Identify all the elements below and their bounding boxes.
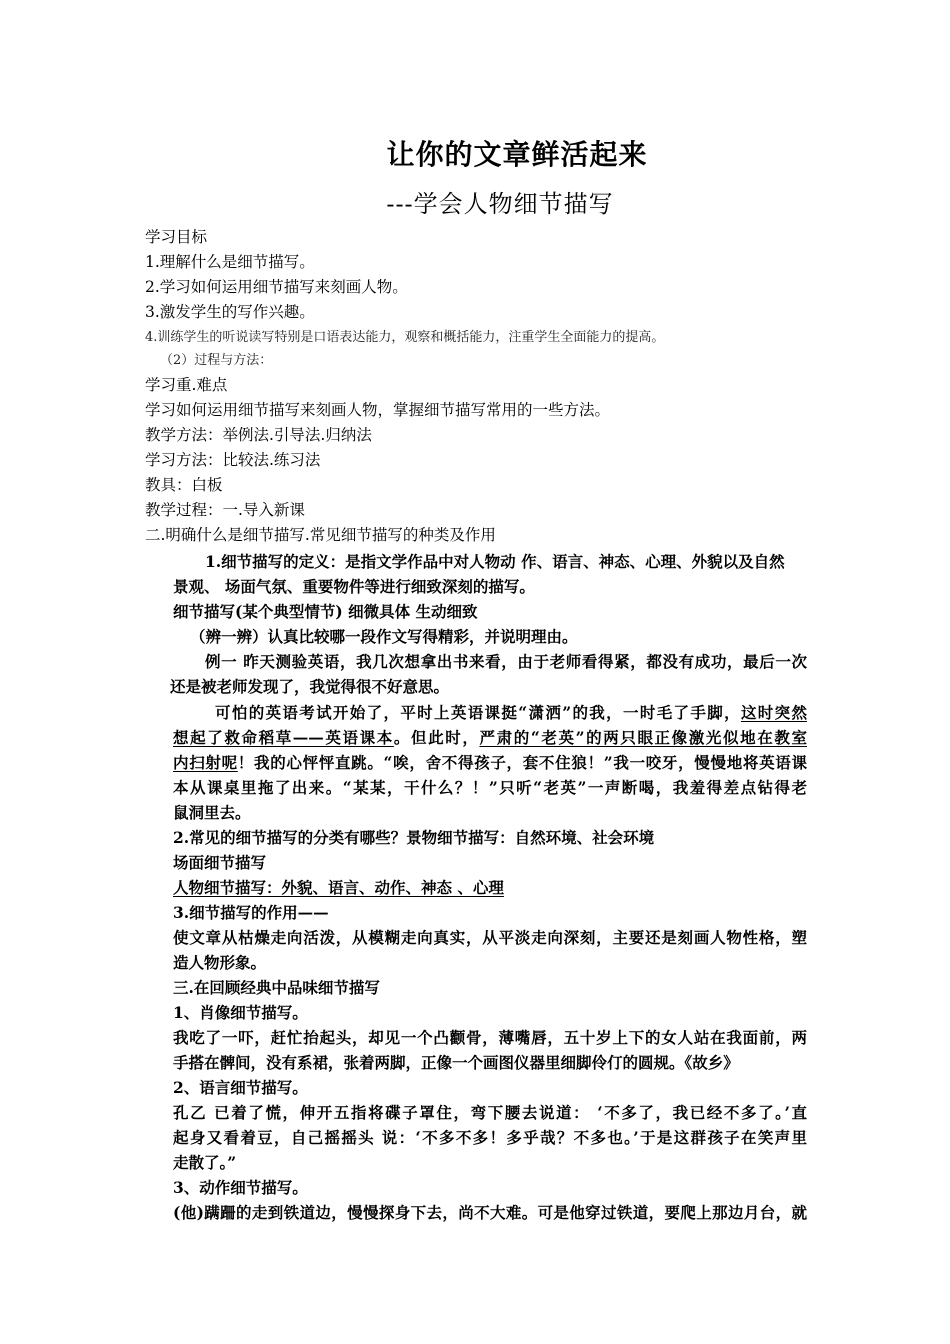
- key-points-heading: 学习重.难点: [145, 376, 228, 394]
- objective-item: 4.训练学生的听说读写特别是口语表达能力，观察和概括能力，注重学生全面能力的提高。: [145, 330, 665, 345]
- section-2-heading: 二.明确什么是细节描写.常见细节描写的种类及作用: [145, 526, 496, 544]
- document-title: 让你的文章鲜活起来: [386, 138, 648, 171]
- example-1-line: 例一 昨天测验英语，我几次想拿出书来看，由于老师看得紧，都没有成功，最后一次: [205, 652, 807, 671]
- classification-line: 人物细节描写：外貌、语言、动作、神态 、心理: [173, 878, 504, 897]
- teaching-tools: 教具：白板: [145, 476, 223, 494]
- action-heading: 3、动作细节描写。: [173, 1178, 308, 1197]
- document-subtitle: ---学会人物细节描写: [386, 190, 614, 218]
- portrait-heading: 1、肖像细节描写。: [173, 1003, 308, 1022]
- language-line: 孔乙 已着了慌，伸开五指将碟子罩住，弯下腰去说道： ‘不多了，我已经不多了。’直: [173, 1103, 807, 1122]
- objective-item: 3.激发学生的写作兴趣。: [145, 303, 315, 321]
- language-line: 起身又看着豆，自己摇摇头 说：‘不多不多！多乎哉？不多也。’于是这群孩子在笑声里: [173, 1128, 807, 1147]
- definition-line: 1.细节描写的定义：是指文学作品中对人物动 作、语言、神态、心理、外貌以及自然: [205, 552, 785, 571]
- detail-formula: 细节描写(某个典型情节) 细微具体 生动细致: [173, 602, 478, 621]
- objectives-heading: 学习目标: [145, 228, 208, 246]
- example-2-line: 鼠洞里去。: [173, 803, 251, 822]
- portrait-line: 我吃了一吓，赶忙抬起头，却见一个凸颧骨，薄嘴唇，五十岁上下的女人站在我面前，两: [173, 1028, 807, 1047]
- function-heading: 3.细节描写的作用——: [173, 903, 329, 922]
- portrait-line: 手搭在髀间，没有系裙，张着两脚，正像一个画图仪器里细脚伶仃的圆规。《故乡》: [173, 1053, 739, 1072]
- classification-line: 2.常见的细节描写的分类有哪些？景物细节描写：自然环境、社会环境: [173, 828, 655, 847]
- section-3-heading: 三.在回顾经典中品味细节描写: [173, 978, 380, 997]
- function-line: 造人物形象。: [173, 953, 267, 972]
- key-points-text: 学习如何运用细节描写来刻画人物，掌握细节描写常用的一些方法。: [145, 401, 611, 419]
- example-1-line: 还是被老师发现了，我觉得很不好意思。: [170, 677, 450, 696]
- classification-line: 场面细节描写: [173, 853, 267, 872]
- function-line: 使文章从枯燥走向活泼，从模糊走向真实，从平淡走向深刻，主要还是刻画人物性格，塑: [173, 928, 807, 947]
- example-2-line: 本从课桌里拖了出来。“某某，干什么？！”只听“老英”一声断喝，我羞得差点钻得老: [173, 778, 807, 797]
- example-2-line: 可怕的英语考试开始了，平时上英语课挺“潇洒”的我，一时毛了手脚，这时突然: [215, 703, 807, 722]
- definition-line: 景观、 场面气氛、重要物件等进行细致深刻的描写。: [173, 577, 535, 596]
- teaching-method: 教学方法：举例法.引导法.归纳法: [145, 426, 372, 444]
- objective-item: 1.理解什么是细节描写。: [145, 253, 315, 271]
- example-2-line: 内扫射呢！我的心怦怦直跳。“唉，舍不得孩子，套不住狼！”我一咬牙，慢慢地将英语课: [173, 753, 807, 772]
- learning-method: 学习方法：比较法.练习法: [145, 451, 321, 469]
- language-line: 走散了。”: [173, 1153, 237, 1172]
- action-line: (他)蹒跚的走到铁道边，慢慢探身下去，尚不大难。可是他穿过铁道，要爬上那边月台，就: [173, 1203, 807, 1222]
- process-method-heading: （2）过程与方法：: [160, 353, 273, 368]
- teaching-process: 教学过程：一.导入新课: [145, 501, 305, 519]
- language-heading: 2、语言细节描写。: [173, 1078, 308, 1097]
- example-2-line: 想起了救命稻草——英语课本。但此时，严肃的“老英”的两只眼正像激光似地在教室: [173, 728, 807, 747]
- discern-prompt: （辨一辨）认真比较哪一段作文写得精彩，并说明理由。: [190, 627, 578, 646]
- objective-item: 2.学习如何运用细节描写来刻画人物。: [145, 278, 408, 296]
